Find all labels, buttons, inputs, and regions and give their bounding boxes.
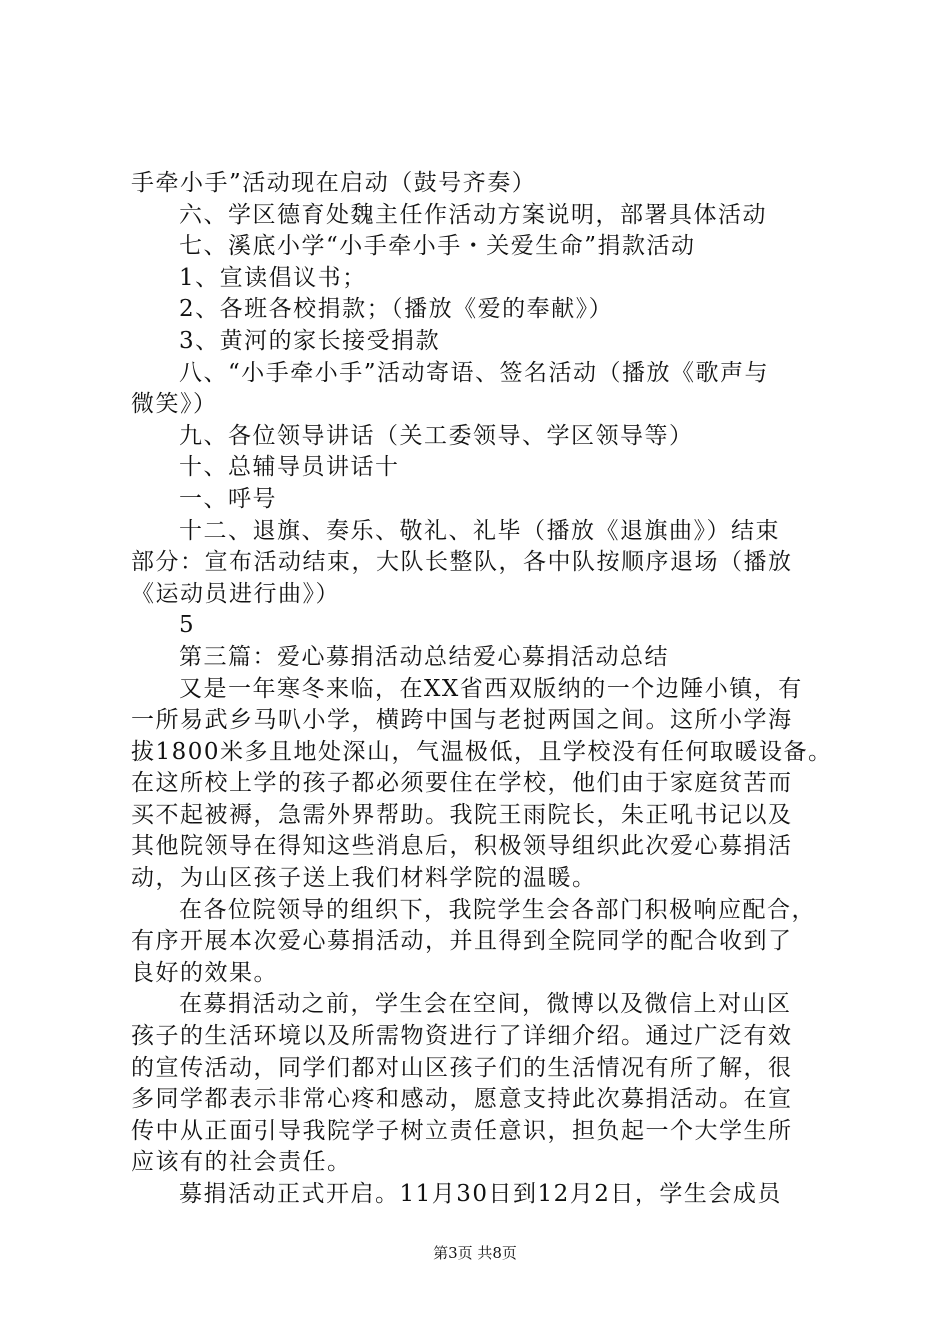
document-body	[131, 168, 843, 1211]
text-line: 2、各班各校捐款；（播放《爱的奉献》）	[179, 296, 614, 323]
text-line: 应该有的社会责任。	[131, 1149, 352, 1176]
text-line: 八、“小手牵小手”活动寄语、签名活动（播放《歌声与	[179, 359, 770, 386]
text-line: 在募捐活动之前，学生会在空间，微博以及微信上对山区	[179, 991, 792, 1018]
text-line: 传中从正面引导我院学子树立责任意识，担负起一个大学生所	[131, 1117, 793, 1144]
text-line: 多同学都表示非常心疼和感动，愿意支持此次募捐活动。在宣	[131, 1086, 793, 1113]
text-line: 部分：宣布活动结束，大队长整队，各中队按顺序退场（播放	[131, 549, 793, 576]
text-line: 5	[179, 612, 196, 639]
text-line: 十二、退旗、奏乐、敬礼、礼毕（播放《退旗曲》）结束	[179, 517, 780, 544]
text-line: 其他院领导在得知这些消息后，积极领导组织此次爱心募捐活	[131, 833, 793, 860]
text-line: 七、溪底小学“小手牵小手・关爱生命”捐款活动	[179, 233, 696, 260]
text-line: 微笑》）	[131, 391, 218, 418]
page-footer: 第3页 共8页	[433, 1244, 517, 1262]
text-line: 又是一年寒冬来临，在XX省西双版纳的一个边陲小镇，有	[179, 675, 803, 702]
text-line: 《运动员进行曲》）	[131, 580, 340, 607]
text-line: 的宣传活动，同学们都对山区孩子们的生活情况有所了解，很	[131, 1054, 793, 1081]
text-line: 有序开展本次爱心募捐活动，并且得到全院同学的配合收到了	[131, 928, 793, 955]
text-line: 一、呼号	[179, 485, 277, 512]
text-line: 拔1800米多且地处深山，气温极低，且学校没有任何取暖设备。	[131, 738, 833, 765]
text-line: 3、黄河的家长接受捐款	[179, 327, 441, 354]
text-line: 手牵小手”活动现在启动（鼓号齐奏）	[131, 170, 537, 196]
text-line: 十、总辅导员讲话十	[179, 454, 400, 481]
text-line: 良好的效果。	[131, 959, 278, 986]
text-line: 孩子的生活环境以及所需物资进行了详细介绍。通过广泛有效	[131, 1023, 793, 1050]
text-line: 募捐活动正式开启。11月30日到12月2日，学生会成员	[179, 1181, 782, 1207]
text-line: 九、各位领导讲话（关工委领导、学区领导等）	[179, 422, 694, 449]
text-line: 一所易武乡马叭小学，横跨中国与老挝两国之间。这所小学海	[131, 707, 793, 734]
text-line: 第三篇：爱心募捐活动总结爱心募捐活动总结	[179, 643, 669, 670]
text-line: 在各位院领导的组织下，我院学生会各部门积极响应配合，	[179, 896, 816, 923]
text-line: 动，为山区孩子送上我们材料学院的温暖。	[131, 865, 597, 892]
text-line: 1、宣读倡议书；	[179, 264, 367, 291]
text-line: 买不起被褥，急需外界帮助。我院王雨院长，朱正吼书记以及	[131, 801, 793, 828]
text-line: 六、学区德育处魏主任作活动方案说明，部署具体活动	[179, 201, 767, 228]
text-line: 在这所校上学的孩子都必须要住在学校，他们由于家庭贫苦而	[131, 770, 793, 797]
